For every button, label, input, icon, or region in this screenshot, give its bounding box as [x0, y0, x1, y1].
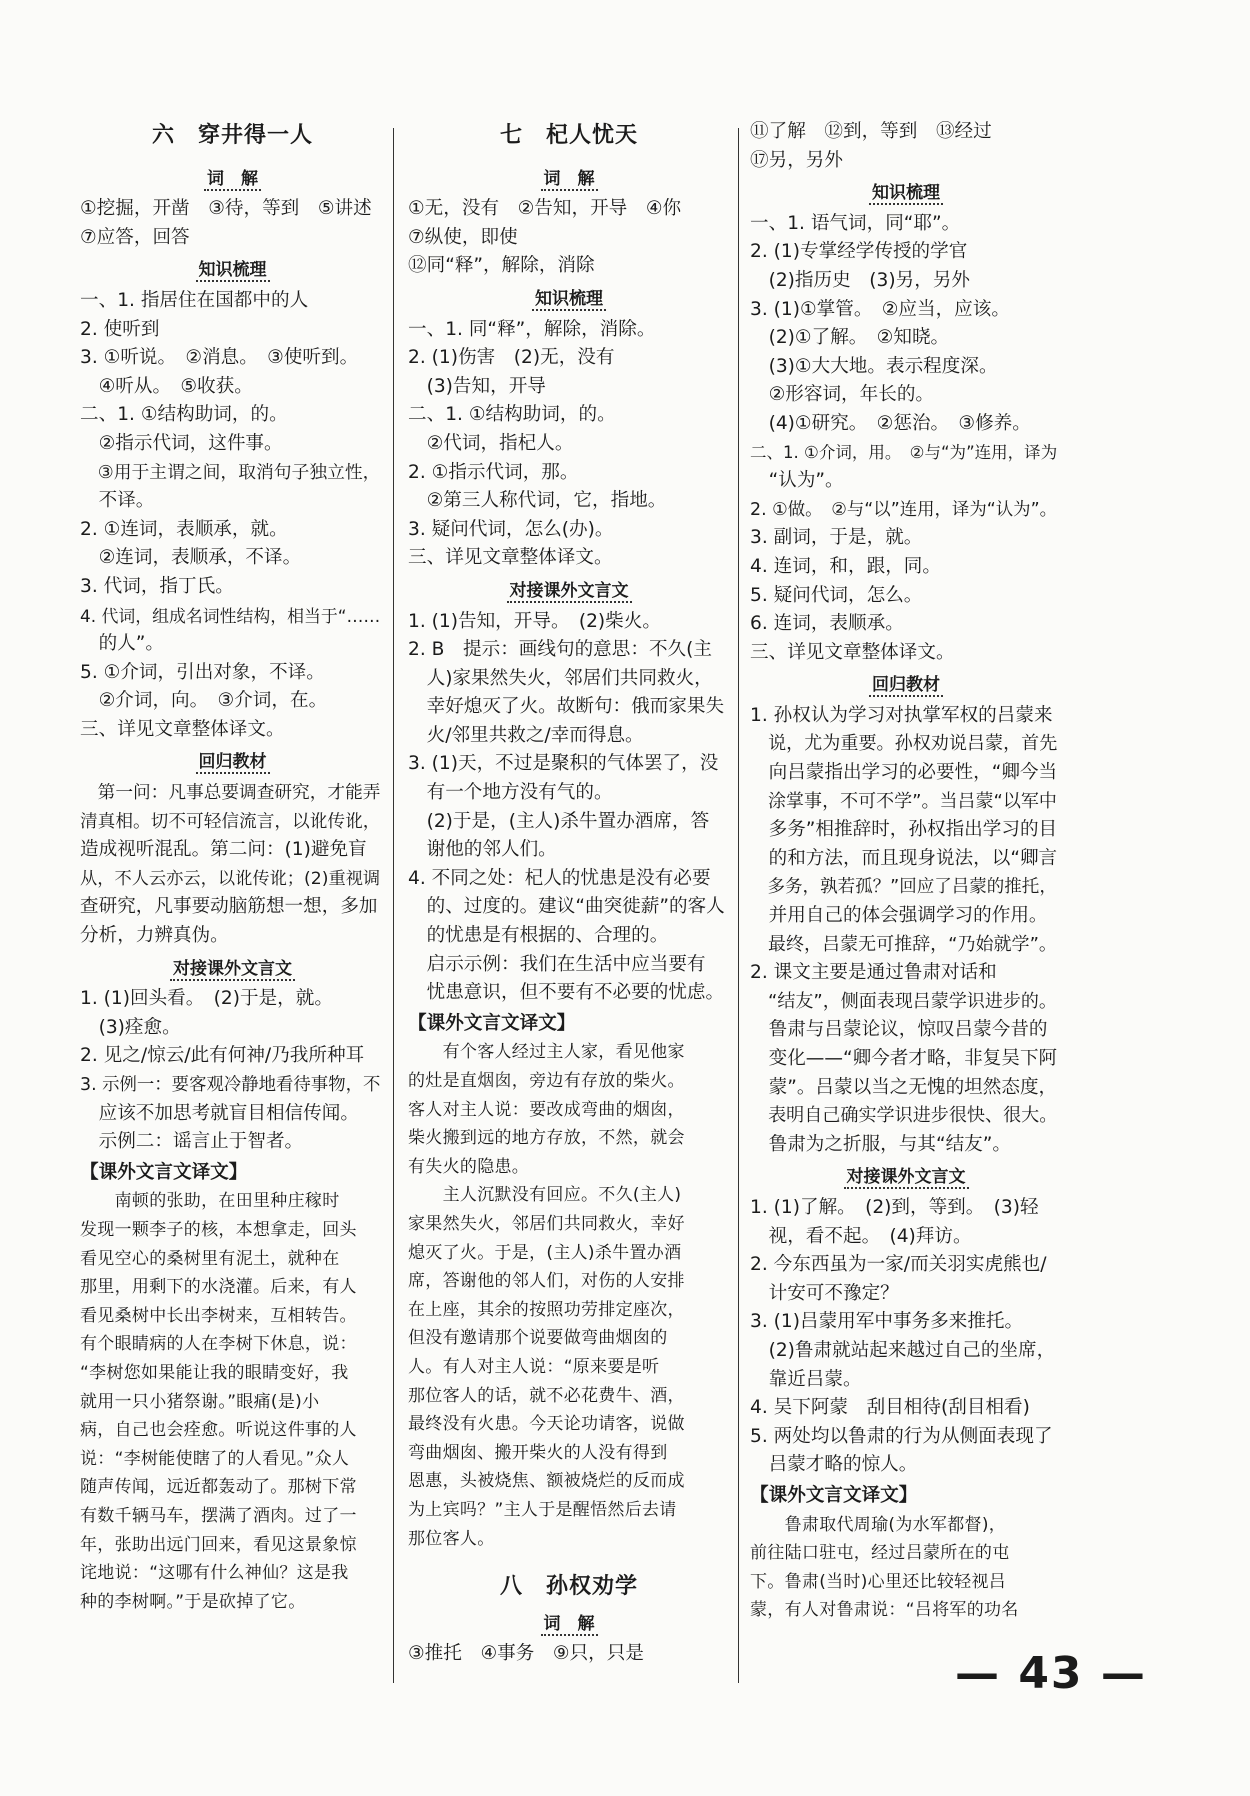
text-line: 5. ①介词，引出对象，不译。 — [80, 661, 325, 683]
column-divider-1 — [393, 128, 394, 1683]
text-line: 的忧患是有根据的、合理的。 — [408, 925, 669, 947]
text-line: (2)鲁肃就站起来越过自己的坐席， — [750, 1339, 1056, 1361]
cijie-continued — [750, 118, 1062, 175]
text-line: 2. 见之/惊云/此有何神/乃我所种耳 — [80, 1045, 365, 1067]
text-line: 一、1. 同“释”，解除，消除。 — [408, 318, 656, 340]
text-line: 年，张助出远门回来，看见这景象惊 — [80, 1534, 357, 1555]
duijie-list — [80, 985, 385, 1157]
text-line: 人)家果然失火，邻居们共同救火， — [408, 667, 713, 689]
text-line: ①无，没有 ②告知，开导 ④你 — [408, 198, 682, 220]
text-line: 的、过度的。建议“曲突徙薪”的客人 — [408, 896, 725, 918]
text-line: 最终，吕蒙无可推辞，“乃始就学”。 — [750, 933, 1057, 955]
text-line: 从，不人云亦云，以讹传讹；(2)重视调 — [80, 868, 381, 889]
text-line: 随声传闻，远近都轰动了。那树下常 — [80, 1477, 357, 1498]
text-line: 二、1. ①结构助词，的。 — [408, 404, 616, 426]
text-line: 造成视听混乱。第二问：(1)避免盲 — [80, 839, 367, 861]
translation-text — [750, 1511, 1062, 1625]
text-line: 火/邻里共救之/幸而得息。 — [408, 724, 644, 746]
text-line: 多务，孰若孤？”回应了吕蒙的推托， — [750, 877, 1057, 898]
section-heading: 词 解 — [541, 169, 598, 191]
text-line: 3. 疑问代词，怎么(办)。 — [408, 518, 614, 540]
text-line: 3. (1)吕蒙用军中事务多来推托。 — [750, 1311, 1024, 1333]
section-heading: 对接课外文言文 — [507, 581, 632, 603]
text-line: 4. 不同之处：杞人的忧患是没有必要 — [408, 867, 711, 889]
translation-label: 【课外文言文译文】 — [750, 1484, 918, 1506]
text-line: ④听从。 ⑤收获。 — [80, 375, 253, 397]
text-line: 前往陆口驻屯，经过吕蒙所在的屯 — [750, 1543, 1010, 1564]
zhishi-list — [80, 287, 385, 745]
text-line: 幸好熄灭了火。故断句：俄而家果失 — [408, 696, 725, 718]
text-line: 主人沉默没有回应。不久(主人) — [408, 1185, 682, 1206]
text-line: ③用于主谓之间，取消句子独立性， — [80, 461, 381, 483]
text-line: (4)①研究。 ②惩治。 ③修养。 — [750, 412, 1031, 434]
text-line: 人。有人对主人说：“原来要是听 — [408, 1356, 660, 1377]
text-line: 2. 使听到 — [80, 318, 160, 340]
text-line: 谢他的邻人们。 — [408, 839, 557, 861]
text-line: ②形容词，年长的。 — [750, 384, 935, 406]
text-line: 蒙，有人对鲁肃说：“吕将军的功名 — [750, 1600, 1019, 1621]
section-heading: 知识梳理 — [196, 260, 270, 282]
column-1 — [80, 118, 385, 1616]
column-divider-2 — [738, 128, 739, 1683]
column-3 — [750, 118, 1062, 1625]
text-line: ⑫同“释”，解除，消除 — [408, 255, 595, 277]
text-line: “认为”。 — [750, 470, 844, 492]
text-line: 5. 两处均以鲁肃的行为从侧面表现了 — [750, 1425, 1053, 1447]
section-heading: 知识梳理 — [532, 289, 606, 311]
text-line: 靠近吕蒙。 — [750, 1368, 862, 1390]
section-heading: 对接课外文言文 — [170, 959, 295, 981]
text-line: “李树您如果能让我的眼睛变好，我 — [80, 1362, 349, 1383]
text-line: 熄灭了火。于是，(主人)杀牛置办酒 — [408, 1242, 682, 1263]
text-line: 4. 连词，和，跟，同。 — [750, 555, 941, 577]
text-line: 4. 吴下阿蒙 刮目相待(刮目相看) — [750, 1397, 1030, 1419]
text-line: 3. (1)天，不过是聚积的气体罢了，没 — [408, 753, 719, 775]
text-line: 发现一颗李子的核，本想拿走，回头 — [80, 1219, 357, 1240]
text-line: 为上宾吗？”主人于是醒悟然后去请 — [408, 1499, 677, 1520]
text-line: 多务”相推辞时，孙权指出学习的目 — [750, 819, 1058, 841]
text-line: 有个眼睛病的人在李树下休息，说： — [80, 1334, 357, 1355]
text-line: 示例二：谣言止于智者。 — [80, 1131, 304, 1153]
text-line: 鲁肃取代周瑜(为水军都督)， — [750, 1514, 1007, 1535]
section-heading: 回归教材 — [196, 752, 270, 774]
text-line: (2)①了解。 ②知晓。 — [750, 327, 950, 349]
zhishi-list — [750, 210, 1062, 668]
text-line: 蒙”。吕蒙以当之无愧的坦然态度， — [750, 1076, 1058, 1098]
text-line: 6. 连词，表顺承。 — [750, 613, 904, 635]
text-line: 南顿的张助，在田里种庄稼时 — [80, 1191, 340, 1212]
section-heading: 词 解 — [541, 1614, 598, 1636]
text-line: 2. (1)专掌经学传授的学官 — [750, 241, 968, 263]
text-line: (2)指历史 (3)另，另外 — [750, 269, 971, 291]
text-line: 一、1. 语气词，同“耶”。 — [750, 212, 961, 234]
text-line: ②代词，指杞人。 — [408, 432, 574, 454]
text-line: 2. ①指示代词，那。 — [408, 461, 579, 483]
text-line: 吕蒙才略的惊人。 — [750, 1454, 918, 1476]
text-line: 有失火的隐患。 — [408, 1156, 530, 1177]
text-line: 的人”。 — [80, 633, 165, 655]
text-line: 那里，用剩下的水浇灌。后来，有人 — [80, 1277, 357, 1298]
text-line: 3. 示例一：要客观冷静地看待事物，不 — [80, 1075, 381, 1095]
section-heading: 对接课外文言文 — [844, 1167, 969, 1189]
text-line: 2. (1)伤害 (2)无，没有 — [408, 347, 615, 369]
text-line: 应该不加思考就盲目相信传闻。 — [80, 1102, 359, 1124]
text-line: 的灶是直烟囱，旁边有存放的柴火。 — [408, 1071, 685, 1091]
translation-label: 【课外文言文译文】 — [80, 1161, 248, 1183]
text-line: ⑪了解 ⑫到，等到 ⑬经过 — [750, 121, 992, 142]
text-line: 种的李树啊。”于是砍掉了它。 — [80, 1591, 306, 1612]
text-line: “结友”，侧面表现吕蒙学识进步的。 — [750, 990, 1057, 1012]
text-line: 二、1. ①介词，用。 ②与“为”连用，译为 — [750, 442, 1058, 462]
text-line: ②介词，向。 ③介词，在。 — [80, 690, 328, 712]
translation-text — [80, 1187, 385, 1616]
text-line: 视，看不起。 (4)拜访。 — [750, 1225, 972, 1247]
cijie-list-2 — [408, 1640, 730, 1669]
text-line: 客人对主人说：要改成弯曲的烟囱， — [408, 1099, 685, 1120]
text-line: ⑦纵使，即使 — [408, 226, 518, 248]
text-line: 变化——“卿今者才略，非复吴下阿 — [750, 1048, 1058, 1069]
text-line: ①挖掘，开凿 ③待，等到 ⑤讲述 — [80, 198, 372, 220]
text-line: 1. 孙权认为学习对执掌军权的吕蒙来 — [750, 704, 1053, 726]
text-line: 1. (1)回头看。 (2)于是，就。 — [80, 988, 333, 1010]
section-heading: 回归教材 — [869, 675, 943, 697]
text-line: 在上座，其余的按照功劳排定座次， — [408, 1299, 685, 1320]
text-line: 诧地说：“这哪有什么神仙？这是我 — [80, 1563, 349, 1584]
text-line: 不译。 — [80, 490, 155, 512]
text-line: 看见桑树中长出李树来，互相转告。 — [80, 1305, 357, 1326]
section-heading: 词 解 — [204, 169, 261, 191]
text-line: 1. (1)了解。 (2)到，等到。 (3)轻 — [750, 1196, 1039, 1218]
lesson-title: 六 穿井得一人 — [151, 123, 313, 148]
text-line: 并用自己的体会强调学习的作用。 — [750, 905, 1048, 927]
text-line: 向吕蒙指出学习的必要性，“卿今当 — [750, 762, 1058, 784]
text-line: 有个客人经过主人家，看见他家 — [408, 1042, 685, 1063]
text-line: 分析，力辨真伪。 — [80, 925, 229, 947]
text-line: 忧患意识，但不要有不必要的忧虑。 — [408, 982, 725, 1004]
section-heading: 知识梳理 — [869, 183, 943, 205]
text-line: 弯曲烟囱、搬开柴火的人没有得到 — [408, 1442, 668, 1463]
column-2 — [408, 118, 730, 1669]
lesson-title: 七 杞人忧天 — [499, 123, 638, 148]
text-line: 3. 代词，指丁氏。 — [80, 575, 234, 597]
cijie-list — [408, 195, 730, 281]
text-line: 看见空心的桑树里有泥土，就种在 — [80, 1248, 340, 1269]
text-line: ②连词，表顺承，不译。 — [80, 547, 302, 569]
text-line: 一、1. 指居住在国都中的人 — [80, 289, 309, 311]
text-line: 3. ①听说。 ②消息。 ③使听到。 — [80, 347, 359, 369]
text-line: ②第三人称代词，它，指地。 — [408, 490, 667, 512]
text-line: 但没有邀请那个说要做弯曲烟囱的 — [408, 1328, 668, 1349]
text-line: 柴火搬到远的地方存放，不然，就会 — [408, 1128, 685, 1149]
text-line: ⑰另，另外 — [750, 149, 843, 171]
text-line: 启示示例：我们在生活中应当要有 — [408, 953, 706, 975]
cijie-list — [80, 195, 385, 252]
text-line: 有数千辆马车，摆满了酒肉。过了一 — [80, 1505, 357, 1526]
text-line: ③推托 ④事务 ⑨只，只是 — [408, 1643, 644, 1665]
text-line: 涂掌事，不可不学”。当吕蒙“以军中 — [750, 790, 1057, 812]
text-line: 那位客人。 — [408, 1528, 495, 1549]
text-line: 下。鲁肃(当时)心里还比较轻视吕 — [750, 1571, 1007, 1592]
translation-label: 【课外文言文译文】 — [408, 1012, 576, 1034]
text-line: 就用一只小猪祭谢。”眼痛(是)小 — [80, 1391, 320, 1412]
text-line: 二、1. ①结构助词，的。 — [80, 404, 288, 426]
duijie-list — [408, 608, 730, 1008]
text-line: 2. 课文主要是通过鲁肃对话和 — [750, 962, 997, 984]
text-line: 计安可不豫定？ — [750, 1282, 899, 1304]
text-line: 清真相。切不可轻信流言，以讹传讹， — [80, 811, 381, 832]
huigui-list — [750, 702, 1062, 1160]
page-number: — 43 — — [955, 1648, 1147, 1699]
text-line: 表明自己确实学识进步很快、很大。 — [750, 1105, 1058, 1127]
text-line: 鲁肃为之折服，与其“结友”。 — [750, 1133, 1011, 1155]
text-line: 家果然失火，邻居们共同救火，幸好 — [408, 1213, 685, 1234]
text-line: ⑦应答，回答 — [80, 226, 190, 248]
text-line: 病，自己也会痊愈。听说这件事的人 — [80, 1420, 357, 1441]
text-line: (3)①大大地。表示程度深。 — [750, 355, 998, 377]
text-line: 查研究，凡事要动脑筋想一想，多加 — [80, 896, 378, 918]
huigui-list — [80, 779, 385, 951]
duijie-list — [750, 1194, 1062, 1480]
text-line: (3)痊愈。 — [80, 1016, 181, 1038]
text-line: (2)于是，(主人)杀牛置办酒席，答 — [408, 810, 710, 832]
text-line: 有一个地方没有气的。 — [408, 782, 613, 804]
text-line: 恩惠，头被烧焦、额被烧烂的反而成 — [408, 1471, 685, 1492]
text-line: 最终没有火患。今天论功请客，说做 — [408, 1414, 685, 1435]
text-line: 2. ①做。 ②与“以”连用，译为“认为”。 — [750, 499, 1057, 520]
text-line: 1. (1)告知，开导。 (2)柴火。 — [408, 610, 661, 632]
text-line: (3)告知，开导 — [408, 375, 546, 397]
zhishi-list — [408, 316, 730, 573]
text-line: 3. 副词，于是，就。 — [750, 527, 923, 549]
text-line: 席，答谢他的邻人们，对伤的人安排 — [408, 1271, 685, 1292]
text-line: 三、详见文章整体译文。 — [80, 718, 285, 740]
text-line: 5. 疑问代词，怎么。 — [750, 584, 923, 606]
lesson-title-2: 八 孙权劝学 — [499, 1574, 638, 1600]
text-line: 4. 代词，组成名词性结构，相当于“…… — [80, 605, 381, 626]
translation-text — [408, 1038, 730, 1553]
text-line: 说，尤为重要。孙权劝说吕蒙，首先 — [750, 733, 1058, 755]
text-line: 2. B 提示：画线句的意思：不久(主 — [408, 639, 712, 661]
text-line: 三、详见文章整体译文。 — [408, 547, 613, 569]
text-line: 说：“李树能使瞎了的人看见。”众人 — [80, 1448, 350, 1469]
text-line: 那位客人的话，就不必花费牛、酒， — [408, 1385, 685, 1406]
text-line: 2. ①连词，表顺承，就。 — [80, 518, 288, 540]
text-line: 鲁肃与吕蒙论议，惊叹吕蒙今昔的 — [750, 1019, 1048, 1041]
text-line: 2. 今东西虽为一家/而关羽实虎熊也/ — [750, 1254, 1047, 1276]
text-line: 第一问：凡事总要调查研究，才能弄 — [80, 783, 381, 804]
text-line: ②指示代词，这件事。 — [80, 432, 283, 454]
text-line: 3. (1)①掌管。 ②应当，应该。 — [750, 298, 1010, 320]
text-line: 的和方法，而且现身说法，以“卿言 — [750, 847, 1058, 869]
text-line: 三、详见文章整体译文。 — [750, 641, 955, 663]
